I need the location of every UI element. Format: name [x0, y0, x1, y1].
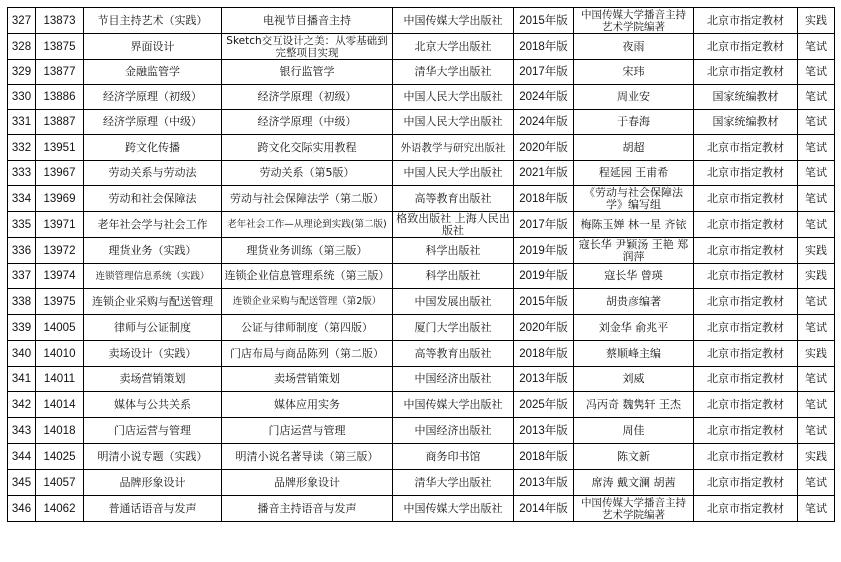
course-name-cell: 卖场营销策划 [84, 367, 222, 392]
course-name-cell: 律师与公证制度 [84, 315, 222, 341]
textbook-title-cell: 品牌形象设计 [222, 470, 393, 496]
row-index-cell: 336 [8, 238, 36, 264]
publisher-cell: 清华大学出版社 [393, 60, 514, 85]
textbook-type-cell: 北京市指定教材 [694, 186, 798, 212]
course-name-cell: 节目主持艺术（实践） [84, 8, 222, 34]
textbook-type-cell: 北京市指定教材 [694, 135, 798, 161]
course-name-cell: 门店运营与管理 [84, 418, 222, 444]
row-index-cell: 342 [8, 392, 36, 418]
course-name-cell: 连锁管理信息系统（实践） [84, 264, 222, 289]
table-body [8, 8, 835, 522]
textbook-type-cell: 北京市指定教材 [694, 367, 798, 392]
author-cell: 陈文新 [574, 444, 694, 470]
edition-cell: 2019年版 [514, 264, 574, 289]
edition-cell: 2025年版 [514, 392, 574, 418]
edition-cell: 2013年版 [514, 418, 574, 444]
publisher-cell: 中国经济出版社 [393, 367, 514, 392]
textbook-title-cell: 门店布局与商品陈列（第二版） [222, 341, 393, 367]
course-code-cell: 13873 [36, 8, 84, 34]
exam-type-cell: 实践 [798, 264, 835, 289]
textbook-type-cell: 北京市指定教材 [694, 496, 798, 522]
exam-type-cell: 笔试 [798, 392, 835, 418]
table-row [8, 212, 835, 238]
exam-type-cell: 实践 [798, 8, 835, 34]
exam-type-cell: 笔试 [798, 186, 835, 212]
textbook-type-cell: 北京市指定教材 [694, 8, 798, 34]
course-code-cell: 14057 [36, 470, 84, 496]
exam-type-cell: 笔试 [798, 212, 835, 238]
textbook-title-cell: Sketch交互设计之美：从零基础到完整项目实现 [222, 34, 393, 60]
row-index-cell: 343 [8, 418, 36, 444]
table-row [8, 341, 835, 367]
table-row [8, 110, 835, 135]
textbook-type-cell: 北京市指定教材 [694, 444, 798, 470]
textbook-title-cell: 公证与律师制度（第四版） [222, 315, 393, 341]
row-index-cell: 338 [8, 289, 36, 315]
publisher-cell: 格致出版社 上海人民出版社 [393, 212, 514, 238]
row-index-cell: 332 [8, 135, 36, 161]
course-name-cell: 金融监管学 [84, 60, 222, 85]
textbook-type-cell: 北京市指定教材 [694, 392, 798, 418]
textbook-type-cell: 国家统编教材 [694, 85, 798, 110]
exam-type-cell: 笔试 [798, 315, 835, 341]
publisher-cell: 科学出版社 [393, 238, 514, 264]
textbook-title-cell: 媒体应用实务 [222, 392, 393, 418]
edition-cell: 2024年版 [514, 110, 574, 135]
exam-type-cell: 笔试 [798, 289, 835, 315]
course-name-cell: 老年社会学与社会工作 [84, 212, 222, 238]
textbook-type-cell: 北京市指定教材 [694, 34, 798, 60]
table-row [8, 60, 835, 85]
row-index-cell: 339 [8, 315, 36, 341]
course-code-cell: 13974 [36, 264, 84, 289]
publisher-cell: 中国经济出版社 [393, 418, 514, 444]
course-name-cell: 卖场设计（实践） [84, 341, 222, 367]
publisher-cell: 科学出版社 [393, 264, 514, 289]
course-name-cell: 媒体与公共关系 [84, 392, 222, 418]
textbook-type-cell: 北京市指定教材 [694, 341, 798, 367]
author-cell: 周佳 [574, 418, 694, 444]
textbook-type-cell: 北京市指定教材 [694, 161, 798, 186]
course-name-cell: 品牌形象设计 [84, 470, 222, 496]
edition-cell: 2013年版 [514, 367, 574, 392]
exam-type-cell: 笔试 [798, 60, 835, 85]
textbook-title-cell: 播音主持语音与发声 [222, 496, 393, 522]
course-name-cell: 明清小说专题（实践） [84, 444, 222, 470]
row-index-cell: 334 [8, 186, 36, 212]
textbook-table [7, 7, 835, 522]
table-row [8, 444, 835, 470]
textbook-type-cell: 北京市指定教材 [694, 238, 798, 264]
edition-cell: 2017年版 [514, 212, 574, 238]
course-code-cell: 13877 [36, 60, 84, 85]
textbook-title-cell: 跨文化交际实用教程 [222, 135, 393, 161]
course-code-cell: 13969 [36, 186, 84, 212]
textbook-title-cell: 明清小说名著导读（第三版） [222, 444, 393, 470]
course-name-cell: 普通话语音与发声 [84, 496, 222, 522]
row-index-cell: 346 [8, 496, 36, 522]
author-cell: 《劳动与社会保障法学》编写组 [574, 186, 694, 212]
publisher-cell: 外语教学与研究出版社 [393, 135, 514, 161]
textbook-table-container [7, 7, 835, 522]
row-index-cell: 328 [8, 34, 36, 60]
textbook-title-cell: 劳动关系（第5版） [222, 161, 393, 186]
course-code-cell: 14010 [36, 341, 84, 367]
edition-cell: 2018年版 [514, 34, 574, 60]
course-code-cell: 13975 [36, 289, 84, 315]
course-name-cell: 劳动和社会保障法 [84, 186, 222, 212]
exam-type-cell: 笔试 [798, 418, 835, 444]
table-row [8, 367, 835, 392]
edition-cell: 2021年版 [514, 161, 574, 186]
publisher-cell: 中国人民大学出版社 [393, 110, 514, 135]
course-code-cell: 14014 [36, 392, 84, 418]
exam-type-cell: 笔试 [798, 496, 835, 522]
textbook-title-cell: 电视节目播音主持 [222, 8, 393, 34]
exam-type-cell: 笔试 [798, 85, 835, 110]
author-cell: 程延园 王甫希 [574, 161, 694, 186]
exam-type-cell: 笔试 [798, 110, 835, 135]
table-row [8, 392, 835, 418]
course-name-cell: 界面设计 [84, 34, 222, 60]
table-row [8, 85, 835, 110]
row-index-cell: 341 [8, 367, 36, 392]
author-cell: 冯丙奇 魏隽轩 王杰 [574, 392, 694, 418]
course-name-cell: 劳动关系与劳动法 [84, 161, 222, 186]
row-index-cell: 345 [8, 470, 36, 496]
course-code-cell: 13887 [36, 110, 84, 135]
textbook-title-cell: 老年社会工作—从理论到实践(第二版) [222, 212, 393, 238]
course-code-cell: 13886 [36, 85, 84, 110]
publisher-cell: 中国传媒大学出版社 [393, 8, 514, 34]
textbook-title-cell: 劳动与社会保障法学（第二版） [222, 186, 393, 212]
publisher-cell: 中国传媒大学出版社 [393, 496, 514, 522]
table-row [8, 34, 835, 60]
course-name-cell: 经济学原理（初级） [84, 85, 222, 110]
exam-type-cell: 实践 [798, 238, 835, 264]
textbook-title-cell: 理货业务训练（第三版） [222, 238, 393, 264]
row-index-cell: 335 [8, 212, 36, 238]
exam-type-cell: 笔试 [798, 34, 835, 60]
course-name-cell: 理货业务（实践） [84, 238, 222, 264]
row-index-cell: 331 [8, 110, 36, 135]
row-index-cell: 340 [8, 341, 36, 367]
exam-type-cell: 笔试 [798, 135, 835, 161]
edition-cell: 2017年版 [514, 60, 574, 85]
author-cell: 中国传媒大学播音主持艺术学院编著 [574, 496, 694, 522]
textbook-type-cell: 国家统编教材 [694, 110, 798, 135]
publisher-cell: 中国人民大学出版社 [393, 161, 514, 186]
textbook-title-cell: 银行监管学 [222, 60, 393, 85]
author-cell: 蔡顺峰主编 [574, 341, 694, 367]
course-name-cell: 连锁企业采购与配送管理 [84, 289, 222, 315]
exam-type-cell: 实践 [798, 341, 835, 367]
course-code-cell: 14018 [36, 418, 84, 444]
publisher-cell: 中国传媒大学出版社 [393, 392, 514, 418]
author-cell: 席涛 戴文澜 胡茜 [574, 470, 694, 496]
course-code-cell: 13967 [36, 161, 84, 186]
edition-cell: 2018年版 [514, 186, 574, 212]
row-index-cell: 329 [8, 60, 36, 85]
course-code-cell: 14005 [36, 315, 84, 341]
textbook-title-cell: 经济学原理（中级） [222, 110, 393, 135]
publisher-cell: 中国人民大学出版社 [393, 85, 514, 110]
table-row [8, 418, 835, 444]
course-code-cell: 13971 [36, 212, 84, 238]
textbook-type-cell: 北京市指定教材 [694, 264, 798, 289]
publisher-cell: 厦门大学出版社 [393, 315, 514, 341]
table-row [8, 264, 835, 289]
edition-cell: 2018年版 [514, 341, 574, 367]
textbook-type-cell: 北京市指定教材 [694, 60, 798, 85]
textbook-type-cell: 北京市指定教材 [694, 470, 798, 496]
author-cell: 胡超 [574, 135, 694, 161]
table-row [8, 161, 835, 186]
textbook-title-cell: 门店运营与管理 [222, 418, 393, 444]
course-code-cell: 14062 [36, 496, 84, 522]
table-row [8, 470, 835, 496]
course-code-cell: 13972 [36, 238, 84, 264]
edition-cell: 2024年版 [514, 85, 574, 110]
textbook-type-cell: 北京市指定教材 [694, 212, 798, 238]
textbook-title-cell: 连锁企业采购与配送管理（第2版） [222, 289, 393, 315]
edition-cell: 2020年版 [514, 315, 574, 341]
edition-cell: 2014年版 [514, 496, 574, 522]
exam-type-cell: 笔试 [798, 367, 835, 392]
course-name-cell: 跨文化传播 [84, 135, 222, 161]
author-cell: 胡贵彦编著 [574, 289, 694, 315]
exam-type-cell: 笔试 [798, 470, 835, 496]
textbook-type-cell: 北京市指定教材 [694, 315, 798, 341]
edition-cell: 2019年版 [514, 238, 574, 264]
table-row [8, 8, 835, 34]
table-row [8, 186, 835, 212]
table-row [8, 289, 835, 315]
edition-cell: 2013年版 [514, 470, 574, 496]
table-row [8, 496, 835, 522]
author-cell: 宋玮 [574, 60, 694, 85]
publisher-cell: 中国发展出版社 [393, 289, 514, 315]
textbook-type-cell: 北京市指定教材 [694, 289, 798, 315]
textbook-title-cell: 连锁企业信息管理系统（第三版） [222, 264, 393, 289]
publisher-cell: 高等教育出版社 [393, 341, 514, 367]
edition-cell: 2015年版 [514, 289, 574, 315]
author-cell: 梅陈玉婵 林一星 齐铱 [574, 212, 694, 238]
row-index-cell: 337 [8, 264, 36, 289]
author-cell: 中国传媒大学播音主持艺术学院编著 [574, 8, 694, 34]
author-cell: 寇长华 曾瑛 [574, 264, 694, 289]
course-code-cell: 14025 [36, 444, 84, 470]
author-cell: 刘金华 俞兆平 [574, 315, 694, 341]
textbook-type-cell: 北京市指定教材 [694, 418, 798, 444]
course-code-cell: 13951 [36, 135, 84, 161]
row-index-cell: 330 [8, 85, 36, 110]
table-row [8, 315, 835, 341]
publisher-cell: 北京大学出版社 [393, 34, 514, 60]
exam-type-cell: 实践 [798, 444, 835, 470]
exam-type-cell: 笔试 [798, 161, 835, 186]
author-cell: 夜雨 [574, 34, 694, 60]
author-cell: 于春海 [574, 110, 694, 135]
publisher-cell: 高等教育出版社 [393, 186, 514, 212]
edition-cell: 2015年版 [514, 8, 574, 34]
row-index-cell: 344 [8, 444, 36, 470]
textbook-title-cell: 卖场营销策划 [222, 367, 393, 392]
table-row [8, 238, 835, 264]
row-index-cell: 327 [8, 8, 36, 34]
course-code-cell: 13875 [36, 34, 84, 60]
author-cell: 周业安 [574, 85, 694, 110]
publisher-cell: 商务印书馆 [393, 444, 514, 470]
publisher-cell: 清华大学出版社 [393, 470, 514, 496]
table-row [8, 135, 835, 161]
edition-cell: 2018年版 [514, 444, 574, 470]
row-index-cell: 333 [8, 161, 36, 186]
textbook-title-cell: 经济学原理（初级） [222, 85, 393, 110]
author-cell: 寇长华 尹颖汤 王艳 郑润萍 [574, 238, 694, 264]
edition-cell: 2020年版 [514, 135, 574, 161]
author-cell: 刘威 [574, 367, 694, 392]
course-code-cell: 14011 [36, 367, 84, 392]
course-name-cell: 经济学原理（中级） [84, 110, 222, 135]
